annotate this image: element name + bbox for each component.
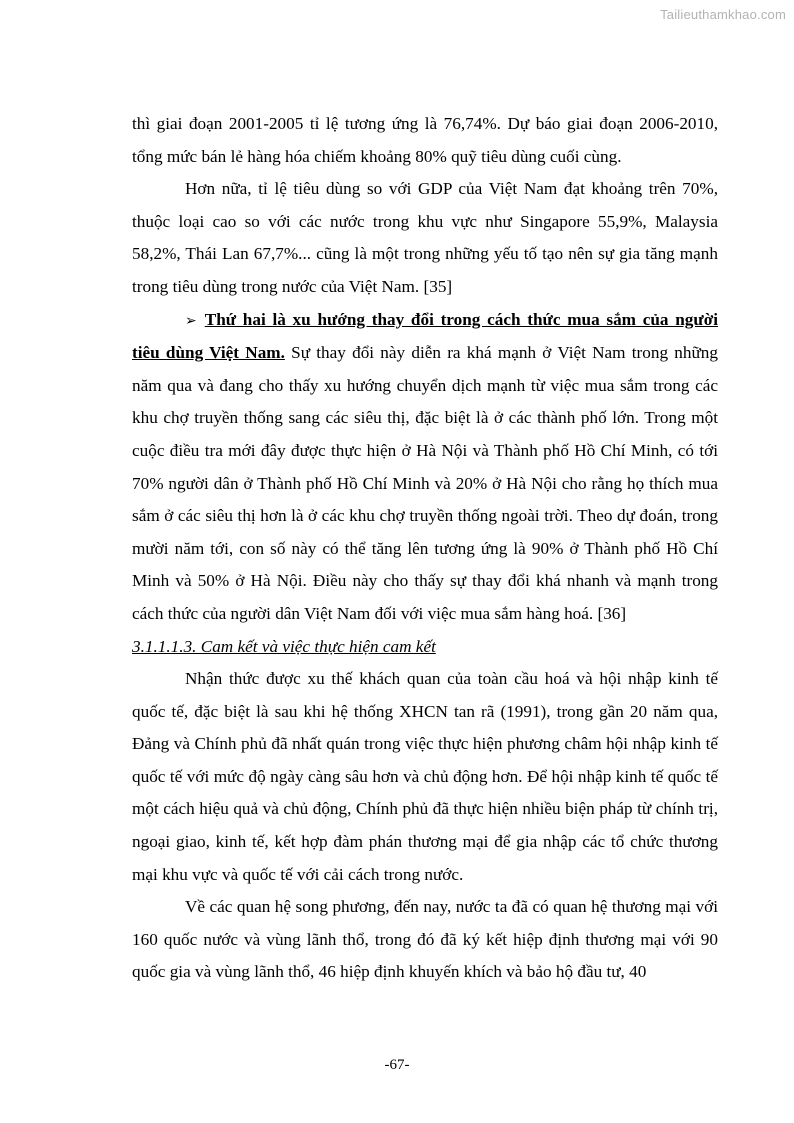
page-number: -67- — [384, 1057, 410, 1073]
watermark: Tailieuthamkhao.com — [660, 7, 786, 22]
paragraph-consumption-ratio: Hơn nữa, tỉ lệ tiêu dùng so với GDP của Việt Nam đạt khoảng trên 70%, thuộc loại cao so với các nước trong khu vực như Singapore 55,9%, Malaysia 58,2%, Thái Lan 67,7%... cũng là một trong những yếu tố tạo nên sự gia tăng mạnh trong tiêu dùng trong nước của Việt Nam. [35] — [132, 179, 718, 296]
paragraph-shopping-trend — [132, 304, 718, 631]
section-heading: 3.1.1.1.3. Cam kết và việc thực hiện cam kết — [132, 636, 436, 656]
shopping-trend-heading: Thứ hai là xu hướng thay đổi trong cách thức mua sắm của người tiêu dùng Việt Nam. — [132, 309, 718, 363]
paragraph-bilateral-relations: Về các quan hệ song phương, đến nay, nước ta đã có quan hệ thương mại với 160 quốc nước và vùng lãnh thổ, trong đó đã ký kết hiệp định thương mại với 90 quốc gia và vùng lãnh thổ, 46 hiệp định khuyến khích và bảo hộ đầu tư, 40 — [132, 897, 718, 982]
paragraph-integration-awareness: Nhận thức được xu thế khách quan của toàn cầu hoá và hội nhập kinh tế quốc tế, đặc biệt là sau khi hệ thống XHCN tan rã (1991), trong gần 20 năm qua, Đảng và Chính phủ đã nhất quán trong việc thực hiện phương châm hội nhập kinh tế quốc tế với mức độ ngày càng sâu hơn và chủ động hơn. Để hội nhập kinh tế quốc tế một cách hiệu quả và chủ động, Chính phủ đã thực hiện nhiều biện pháp từ chính trị, ngoại giao, kinh tế, kết hợp đàm phán thương mại để gia nhập các tổ chức thương mại khu vực và quốc tế với cải cách trong nước. — [132, 669, 718, 884]
arrow-bullet-icon: ➢ — [185, 312, 197, 329]
paragraph-continuation: thì giai đoạn 2001-2005 tỉ lệ tương ứng là 76,74%. Dự báo giai đoạn 2006-2010, tổng mức bán lẻ hàng hóa chiếm khoảng 80% quỹ tiêu dùng cuối cùng. — [132, 114, 718, 166]
shopping-trend-text: Sự thay đổi này diễn ra khá mạnh ở Việt Nam trong những năm qua và đang cho thấy xu hướng chuyển dịch mạnh từ việc mua sắm trong các khu chợ truyền thống sang các siêu thị, đặc biệt là ở các thành phố lớn. Trong một cuộc điều tra mới đây được thực hiện ở Hà Nội và Thành phố Hồ Chí Minh, có tới 70% người dân ở Thành phố Hồ Chí Minh và 20% ở Hà Nội cho rằng họ thích mua sắm ở các siêu thị hơn là ở các khu chợ truyền thống ngoài trời. Theo dự đoán, trong mười năm tới, con số này có thể tăng lên tương ứng là 90% ở Thành phố Hồ Chí Minh và 50% ở Hà Nội. Điều này cho thấy sự thay đổi khá nhanh và mạnh trong cách thức của người dân Việt Nam đối với việc mua sắm hàng hoá. [36] — [132, 343, 718, 623]
document-body — [132, 108, 718, 989]
